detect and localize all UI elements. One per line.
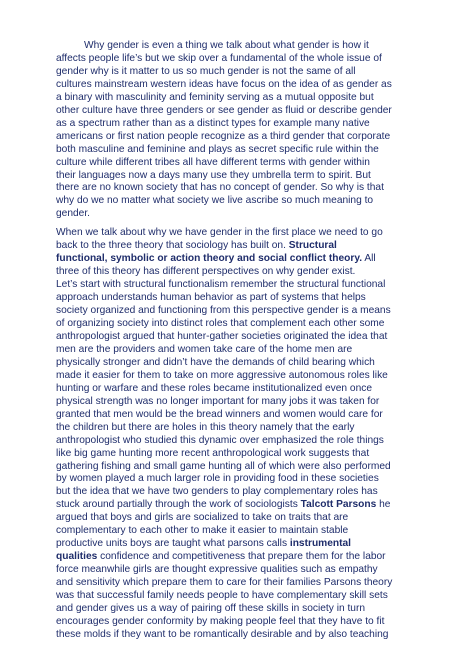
bold-term: Structural <box>288 240 337 252</box>
text-line <box>56 240 436 253</box>
text-line: three of this theory has different perspectives on why gender exist. <box>56 266 356 278</box>
text-line: hunting or warfare and these roles became institutionalized even once <box>56 382 373 394</box>
text-line: americans or first nation people recognize as a third gender that corporate <box>56 130 391 142</box>
text-line: gathering fishing and small game hunting all of which were also performed <box>56 460 391 472</box>
text-line: Let’s start with structural functionalism remember the structural functional <box>56 279 386 291</box>
text-line: both masculine and feminine and plays as secret specific rule within the <box>56 143 379 155</box>
text-line <box>56 253 436 266</box>
text-line: these molds if they want to be romantically desirable and by also teaching <box>56 628 389 640</box>
text-run: productive units boys are taught what parsons calls <box>56 538 290 550</box>
text-run: back to the three theory that sociology has built on. <box>56 240 289 252</box>
text-line <box>56 499 436 512</box>
bold-term: instrumental <box>289 538 352 550</box>
text-line: and sensitivity which prepare them to care for their families Parsons theory <box>56 577 393 589</box>
text-line: like big game hunting more recent anthropological work suggests that <box>56 447 370 459</box>
text-line <box>56 551 436 564</box>
text-line: anthropologist who studied this dynamic over emphasized the role things <box>56 434 384 446</box>
text-line: granted that men would be the bread winners and women would care for <box>56 408 383 420</box>
text-line: society organized and functioning from this perspective gender is a means <box>56 305 391 317</box>
text-line: anthropologist argued that hunter-gather societies originated the idea that <box>56 330 388 342</box>
text-line: of organizing society into distinct roles that complement each other some <box>56 318 385 330</box>
text-line: as a spectrum rather than as a distinct types for example many native <box>56 117 370 129</box>
paragraph-1 <box>56 40 436 221</box>
text-run: stuck around partially through the work of sociologists <box>56 499 301 511</box>
text-line: why do we no matter what society we live ascribe so much meaning to <box>56 195 374 207</box>
text-line: encourages gender conformity by making people feel that they have to fit <box>56 615 385 627</box>
text-line: the children but there are holes in this theory namely that the early <box>56 421 355 433</box>
text-line: their languages now a days many use they umbrella term to spirit. But <box>56 169 371 181</box>
bold-term: qualities <box>56 551 98 563</box>
text-line: force meanwhile girls are thought expressive qualities such as empathy <box>56 564 378 576</box>
text-line: affects people life’s but we skip over a fundamental of the whole issue of <box>56 52 382 64</box>
text-line: by women played a much larger role in providing food in these societies <box>56 473 379 485</box>
text-line: argued that boys and girls are socialized to take on traits that are <box>56 512 349 524</box>
text-line <box>56 538 436 551</box>
text-line: was that successful family needs people to have complementary skill sets <box>56 590 388 602</box>
text-line: gender why is it matter to us so much gender is not the same of all <box>56 65 356 77</box>
text-line: approach understands human behavior as part of systems that helps <box>56 292 366 304</box>
text-line: other culture have three genders or see gender as fluid or describe gender <box>56 104 392 116</box>
text-run: he <box>376 499 391 511</box>
text-run: All <box>362 253 376 265</box>
bold-term: Talcott Parsons <box>300 499 377 511</box>
text-line: When we talk about why we have gender in the first place we need to go <box>56 227 383 239</box>
paragraph-2 <box>56 227 436 642</box>
text-line: made it easier for them to take on more aggressive autonomous roles like <box>56 369 388 381</box>
text-line: physically stronger and didn’t have the demands of child bearing which <box>56 356 375 368</box>
text-line: complementary to each other to make it easier to maintain stable <box>56 525 349 537</box>
text-line: men are the providers and women take care of the home men are <box>56 343 353 355</box>
bold-term: functional, symbolic or action theory and social conflict theory. <box>56 253 363 265</box>
text-run: confidence and competitiveness that prepare them for the labor <box>97 551 386 563</box>
text-line: but the idea that we have two genders to play complementary roles has <box>56 486 378 498</box>
text-line: gender. <box>56 208 90 220</box>
text-line: there are no known society that has no concept of gender. So why is that <box>56 182 384 194</box>
text-line: and gender gives us a way of pairing off these skills in society in turn <box>56 602 366 614</box>
text-line: a binary with masculinity and feminity serving as a mutual opposite but <box>56 91 374 103</box>
text-line: culture while different tribes all have different terms with gender within <box>56 156 370 168</box>
text-line: physical strength was no longer important for many jobs it was taken for <box>56 395 380 407</box>
text-line: cultures mainstream western ideas have focus on the idea of as gender as <box>56 78 392 90</box>
document-body <box>56 40 436 648</box>
text-line: Why gender is even a thing we talk about what gender is how it <box>84 40 369 51</box>
